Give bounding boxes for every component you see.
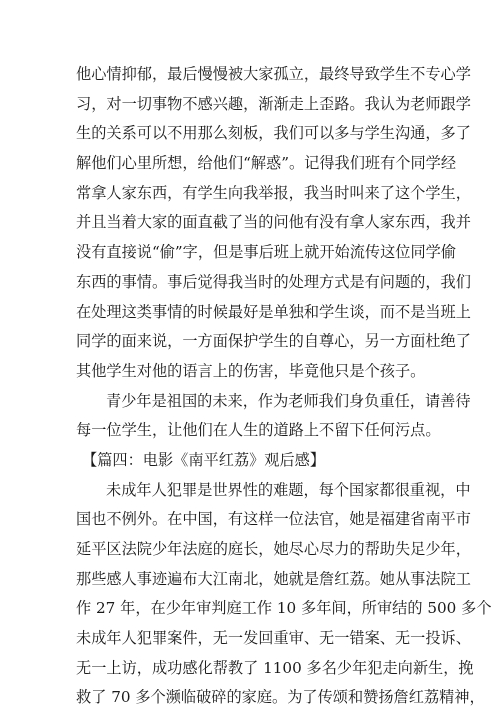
text-line: 在处理这类事情的时候最好是单独和学生谈，而不是当班上 — [76, 302, 471, 321]
text-line: 常拿人家东西，有学生向我举报，我当时叫来了这个学生， — [76, 183, 471, 202]
text-line: 无一上访，成功感化帮教了 1100 多名少年犯走向新生，挽 — [76, 658, 474, 677]
text-line: 未成年人犯罪案件，无一发回重审、无一错案、无一投诉、 — [76, 629, 471, 648]
text-line: 国也不例外。在中国，有这样一位法官，她是福建省南平市 — [76, 510, 471, 529]
text-line: 习，对一切事物不感兴趣，渐渐走上歪路。我认为老师跟学 — [76, 94, 471, 113]
paragraph-2 — [76, 387, 471, 446]
text-line: 生的关系可以不用那么刻板，我们可以多与学生沟通，多了 — [76, 124, 471, 143]
text-line: 他心情抑郁，最后慢慢被大家孤立，最终导致学生不专心学 — [76, 65, 471, 83]
text-line: 青少年是祖国的未来，作为老师我们身负重任，请善待 — [106, 391, 471, 410]
paragraph-1 — [76, 60, 471, 387]
document-page — [76, 60, 492, 713]
paragraph-3 — [76, 476, 492, 713]
text-line: 延平区法院少年法庭的庭长，她尽心尽力的帮助失足少年， — [76, 540, 471, 558]
text-line: 解他们心里所想，给他们“解惑”。记得我们班有个同学经 — [76, 154, 457, 173]
section-heading: 【篇四：电影《南平红荔》观后感】 — [82, 450, 325, 469]
text-line: 救了 70 多个濒临破碎的家庭。为了传颂和赞扬詹红荔精神， — [76, 688, 485, 707]
text-line: 那些感人事迹遍布大江南北，她就是詹红荔。她从事法院工 — [76, 569, 471, 588]
text-line: 并且当着大家的面直截了当的问他有没有拿人家东西，我并 — [76, 213, 471, 232]
text-line: 作 27 年，在少年审判庭工作 10 多年间，所审结的 500 多个 — [76, 599, 492, 618]
text-line: 东西的事情。事后觉得我当时的处理方式是有问题的，我们 — [76, 272, 471, 291]
text-line: 每一位学生，让他们在人生的道路上不留下任何污点。 — [76, 421, 441, 440]
text-line: 其他学生对他的语言上的伤害，毕竟他只是个孩子。 — [76, 361, 426, 380]
text-line: 未成年人犯罪是世界性的难题，每个国家都很重视，中 — [106, 480, 471, 499]
text-line: 没有直接说“偷”字，但是事后班上就开始流传这位同学偷 — [76, 243, 457, 262]
text-line: 同学的面来说，一方面保护学生的自尊心，另一方面杜绝了 — [76, 332, 471, 351]
